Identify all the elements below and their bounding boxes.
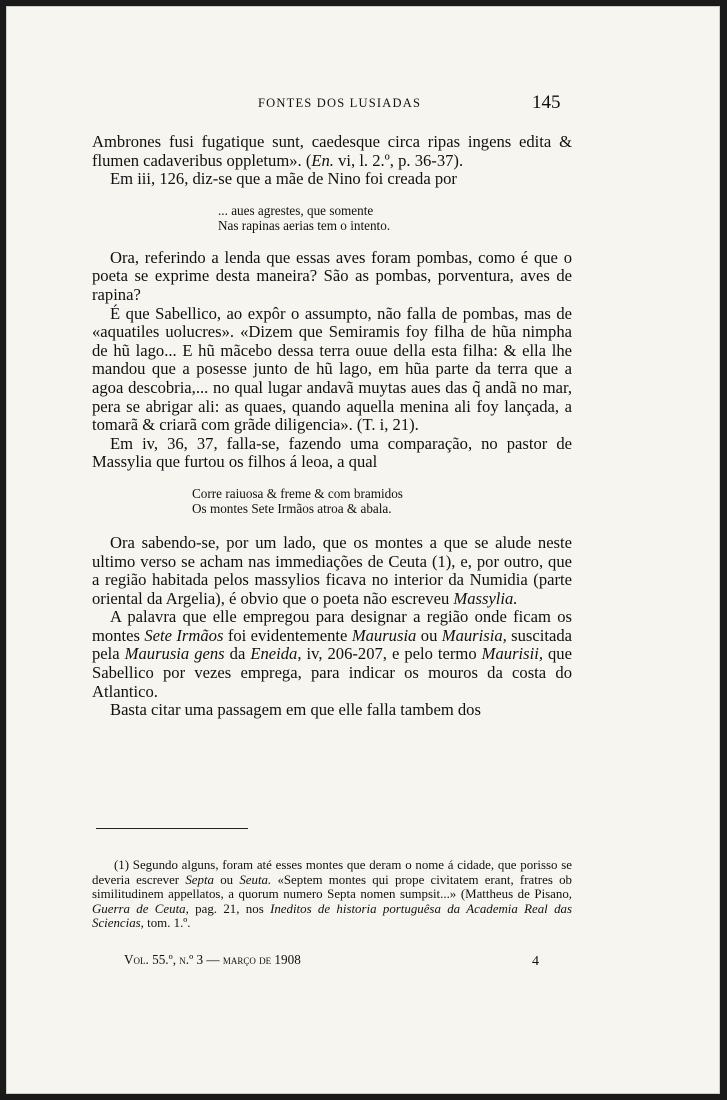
- signature-mark: 4: [532, 954, 539, 969]
- volume-info: Vol. 55.º, n.º 3 — março de 1908: [124, 952, 301, 967]
- paragraph-4: É que Sabellico, ao expôr o assumpto, não falla de pombas, mas de «aquatiles uolucres». «Dizem que Semiramis foy filha de hũa nimpha de hũ lago... E hũ mãcebo dessa terra ouue della esta filha: & ella lhe mandou que a posesse junto de hũ lago, em hũa parte da terra que a agoa descobria,... no qual lugar andavã muytas aues das q̃ andã no mar, pera se abrigar ali: as quaes, quando aquella menina ali foy lançada, a tomarã & criarã com grãde diligencia». (T. i, 21).: [92, 303, 572, 435]
- verse-line: ... aues agrestes, que somente: [218, 202, 374, 218]
- footnote-divider: [96, 828, 248, 829]
- verse-line: Nas rapinas aerias tem o intento.: [218, 217, 391, 233]
- paragraph-5: Em iv, 36, 37, falla-se, fazendo uma comparação, no pastor de Massylia que furtou os filhos á leoa, a qual: [92, 433, 572, 472]
- page-header: [6, 92, 720, 122]
- paragraph-6: Ora sabendo-se, por um lado, que os montes a que se alude neste ultimo verso se acham nas immediações de Ceuta (1), e, por outro, que a região habitada pelos massylios ficava no interior da Numidia (parte oriental da Argelia), é obvio que o poeta não escreveu Massylia.: [92, 532, 572, 608]
- verse-quote-2: [192, 486, 572, 516]
- verse-quote-1: [218, 203, 572, 233]
- footnote-text: (1) Segundo alguns, foram até esses montes que deram o nome á cidade, que porisso se deveria escrever Septa ou Seuta. «Septem montes qui prope civitatem erant, fratres ob similitudinem appellatos, a quorum numero Septa nomen sumpsit...» (Mattheus de Pisano, Guerra de Ceuta, pag. 21, nos Ineditos de historia portuguêsa da Academia Real das Sciencias, tom. 1.º.: [92, 858, 572, 931]
- paragraph-2: Em iii, 126, diz-se que a mãe de Nino foi creada por: [110, 169, 457, 189]
- paragraph-1: Ambrones fusi fugatique sunt, caedesque circa ripas ingens edita & flumen cadaveribus oppletum». (En. vi, l. 2.º, p. 36-37).: [92, 132, 572, 170]
- body-text: [92, 133, 572, 720]
- page-number: 145: [532, 92, 561, 113]
- paragraph-8: Basta citar uma passagem em que elle falla tambem dos: [110, 700, 481, 720]
- running-title: FONTES DOS LUSIADAS: [258, 96, 422, 110]
- book-page: [6, 6, 720, 1094]
- signature-line: [124, 952, 564, 972]
- verse-line: Os montes Sete Irmãos atroa & abala.: [192, 500, 392, 516]
- footnote: [92, 858, 572, 931]
- paragraph-3: Ora, referindo a lenda que essas aves foram pombas, como é que o poeta se exprime desta maneira? São as pombas, porventura, aves de rapina?: [92, 247, 572, 304]
- paragraph-7: A palavra que elle empregou para designar a região onde ficam os montes Sete Irmãos foi evidentemente Maurusia ou Maurisia, suscitada pela Maurusia gens da Eneida, iv, 206-207, e pelo termo Maurisii, que Sabellico por vezes emprega, para indicar os mouros da costa do Atlantico.: [92, 607, 572, 701]
- verse-line: Corre raiuosa & freme & com bramidos: [192, 485, 403, 501]
